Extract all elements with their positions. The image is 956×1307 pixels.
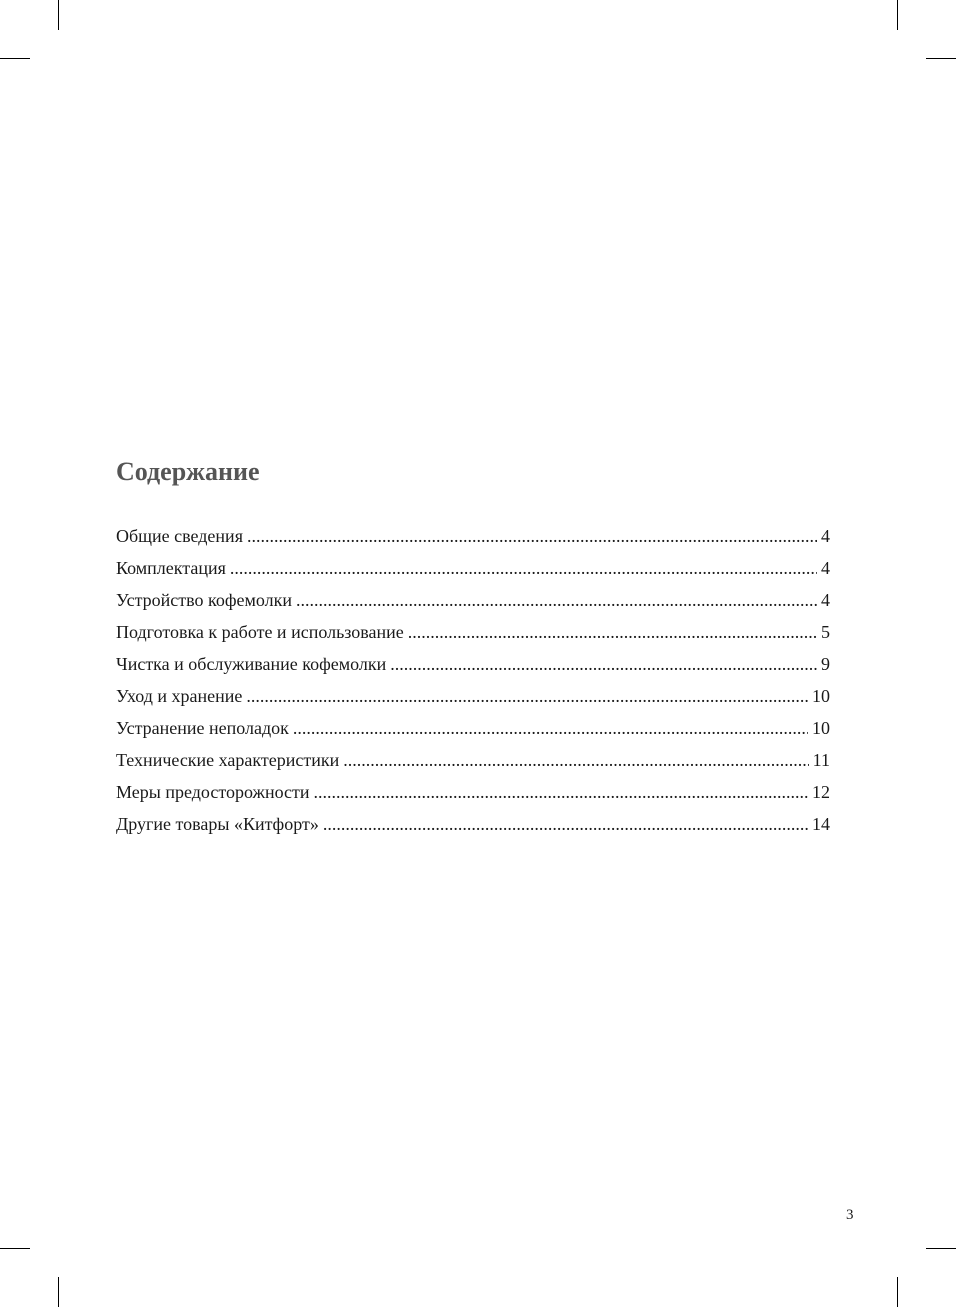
toc-list <box>116 520 830 840</box>
toc-entry-label: Технические характеристики <box>116 750 340 770</box>
toc-entry-label: Уход и хранение <box>116 686 243 706</box>
toc-entry-page: 4 <box>821 590 830 610</box>
toc-entry-page: 14 <box>812 814 830 834</box>
toc-entry-page: 11 <box>812 750 830 770</box>
toc-entry-label: Устранение неполадок <box>116 718 289 738</box>
toc-entry-cleaning-and-maintenance[interactable] <box>116 648 830 680</box>
toc-dot-leader <box>230 552 817 584</box>
crop-mark-bottom-left-horizontal <box>0 1248 30 1249</box>
toc-entry-label: Меры предосторожности <box>116 782 310 802</box>
toc-dot-leader <box>390 648 817 680</box>
toc-title: Содержание <box>116 457 260 486</box>
toc-entry-label: Чистка и обслуживание кофемолки <box>116 654 387 674</box>
toc-dot-leader <box>293 712 808 744</box>
toc-entry-page: 4 <box>821 526 830 546</box>
toc-dot-leader <box>247 520 817 552</box>
toc-dot-leader <box>408 616 817 648</box>
page-number: 3 <box>846 1207 854 1223</box>
crop-mark-bottom-right-horizontal <box>926 1248 956 1249</box>
toc-dot-leader <box>246 680 808 712</box>
toc-entry-label: Комплектация <box>116 558 226 578</box>
toc-dot-leader <box>343 744 808 776</box>
toc-entry-care-and-storage[interactable] <box>116 680 830 712</box>
toc-entry-page: 12 <box>812 782 830 802</box>
toc-entry-label: Устройство кофемолки <box>116 590 293 610</box>
toc-entry-label: Подготовка к работе и использование <box>116 622 404 642</box>
toc-dot-leader <box>323 808 808 840</box>
toc-entry-label: Общие сведения <box>116 526 243 546</box>
toc-dot-leader <box>314 776 808 808</box>
crop-mark-top-right-horizontal <box>926 58 956 59</box>
toc-entry-package-contents[interactable] <box>116 552 830 584</box>
toc-entry-page: 10 <box>812 686 830 706</box>
crop-mark-bottom-left-vertical <box>58 1277 59 1307</box>
toc-dot-leader <box>296 584 817 616</box>
crop-mark-top-left-horizontal <box>0 58 30 59</box>
toc-entry-general-info[interactable] <box>116 520 830 552</box>
crop-mark-bottom-right-vertical <box>897 1277 898 1307</box>
toc-entry-page: 9 <box>821 654 830 674</box>
toc-entry-preparation-and-use[interactable] <box>116 616 830 648</box>
toc-entry-page: 5 <box>821 622 830 642</box>
crop-mark-top-left-vertical <box>58 0 59 30</box>
toc-entry-label: Другие товары «Китфорт» <box>116 814 319 834</box>
toc-entry-grinder-design[interactable] <box>116 584 830 616</box>
toc-entry-other-products[interactable] <box>116 808 830 840</box>
toc-entry-safety-precautions[interactable] <box>116 776 830 808</box>
toc-entry-page: 4 <box>821 558 830 578</box>
toc-entry-troubleshooting[interactable] <box>116 712 830 744</box>
toc-entry-page: 10 <box>812 718 830 738</box>
toc-entry-specifications[interactable] <box>116 744 830 776</box>
crop-mark-top-right-vertical <box>897 0 898 30</box>
